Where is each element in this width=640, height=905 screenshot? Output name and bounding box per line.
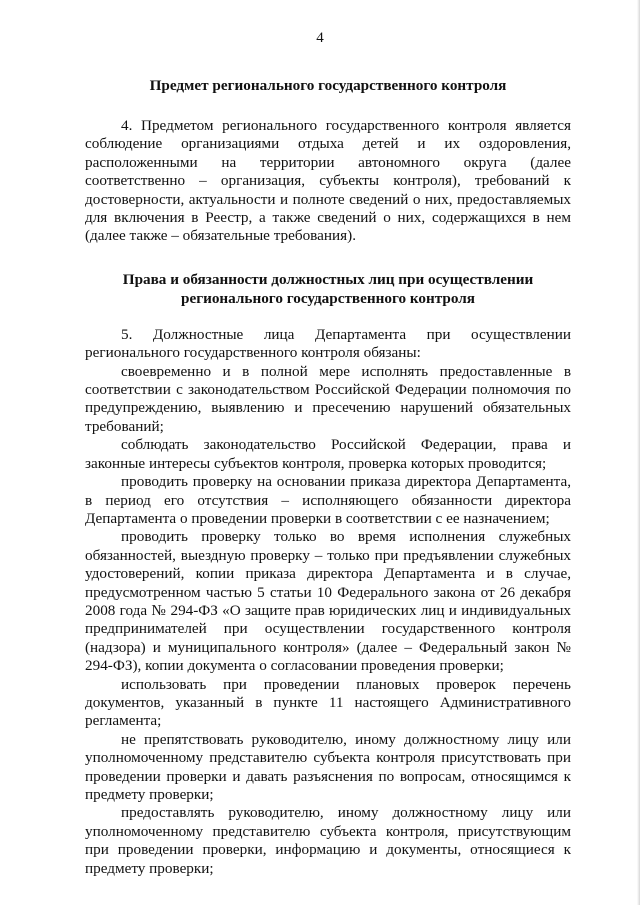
obligation-item: не препятствовать руководителю, иному должностному лицу или уполномоченному представителю субъекта контроля присутствовать при проведении проверки и давать разъяснения по вопросам, относящимся к предмету проверки;	[85, 730, 571, 803]
section-subject-body	[85, 117, 571, 246]
obligation-item: своевременно и в полной мере исполнять предоставленные в соответствии с законодательством Российской Федерации полномочия по предупреждению, выявлению и пресечению нарушений обязательных требований;	[85, 362, 571, 435]
page-content	[85, 76, 571, 878]
obligation-item: соблюдать законодательство Российской Федерации, права и законные интересы субъектов контроля, проверка которых проводится;	[85, 436, 571, 472]
obligation-item: проводить проверку только во время исполнения служебных обязанностей, выездную проверку – только при предъявлении служебных удостоверений, копии приказа директора Департамента и в случае, предусмотренном частью 5 статьи 10 Федерального закона от 26 декабря 2008 года № 294-ФЗ «О защите прав юридических лиц и индивидуальных предпринимателей при осуществлении государственного контроля (надзора) и муниципального контроля» (далее – Федеральный закон № 294-ФЗ), копии документа о согласовании проведения проверки;	[85, 528, 571, 675]
section-heading-rights-line1: Права и обязанности должностных лиц при осуществлении	[122, 270, 534, 288]
section-heading-rights-line2: регионального государственного контроля	[181, 289, 475, 307]
page-number: 4	[316, 30, 324, 46]
obligation-item: проводить проверку на основании приказа директора Департамента, в период его отсутствия – исполняющего обязанности директора Департамента о проведении проверки в соответствии с ее назначением;	[85, 473, 571, 527]
paragraph-5: 5. Должностные лица Департамента при осуществлении регионального государственного контроля обязаны:	[85, 325, 571, 362]
section-rights-body	[85, 326, 571, 878]
section-heading-subject: Предмет регионального государственного контроля	[149, 77, 507, 94]
obligation-item: предоставлять руководителю, иному должностному лицу или уполномоченному представителю субъекта контроля, присутствующим при проведении проверки, информацию и документы, относящиеся к предмету проверки;	[85, 804, 571, 877]
section-heading-rights	[85, 270, 571, 308]
paragraph-4: 4. Предметом регионального государственного контроля является соблюдение организациями отдыха детей и их оздоровления, расположенными на территории автономного округа (далее соответственно – организация, субъекты контроля), требований к достоверности, актуальности и полноте сведений о них, предоставляемых для включения в Реестр, а также сведений о них, содержащихся в нем (далее также – обязательные требования).	[85, 117, 571, 245]
obligation-item: использовать при проведении плановых проверок перечень документов, указанный в пункте 11 настоящего Административного регламента;	[85, 675, 571, 730]
